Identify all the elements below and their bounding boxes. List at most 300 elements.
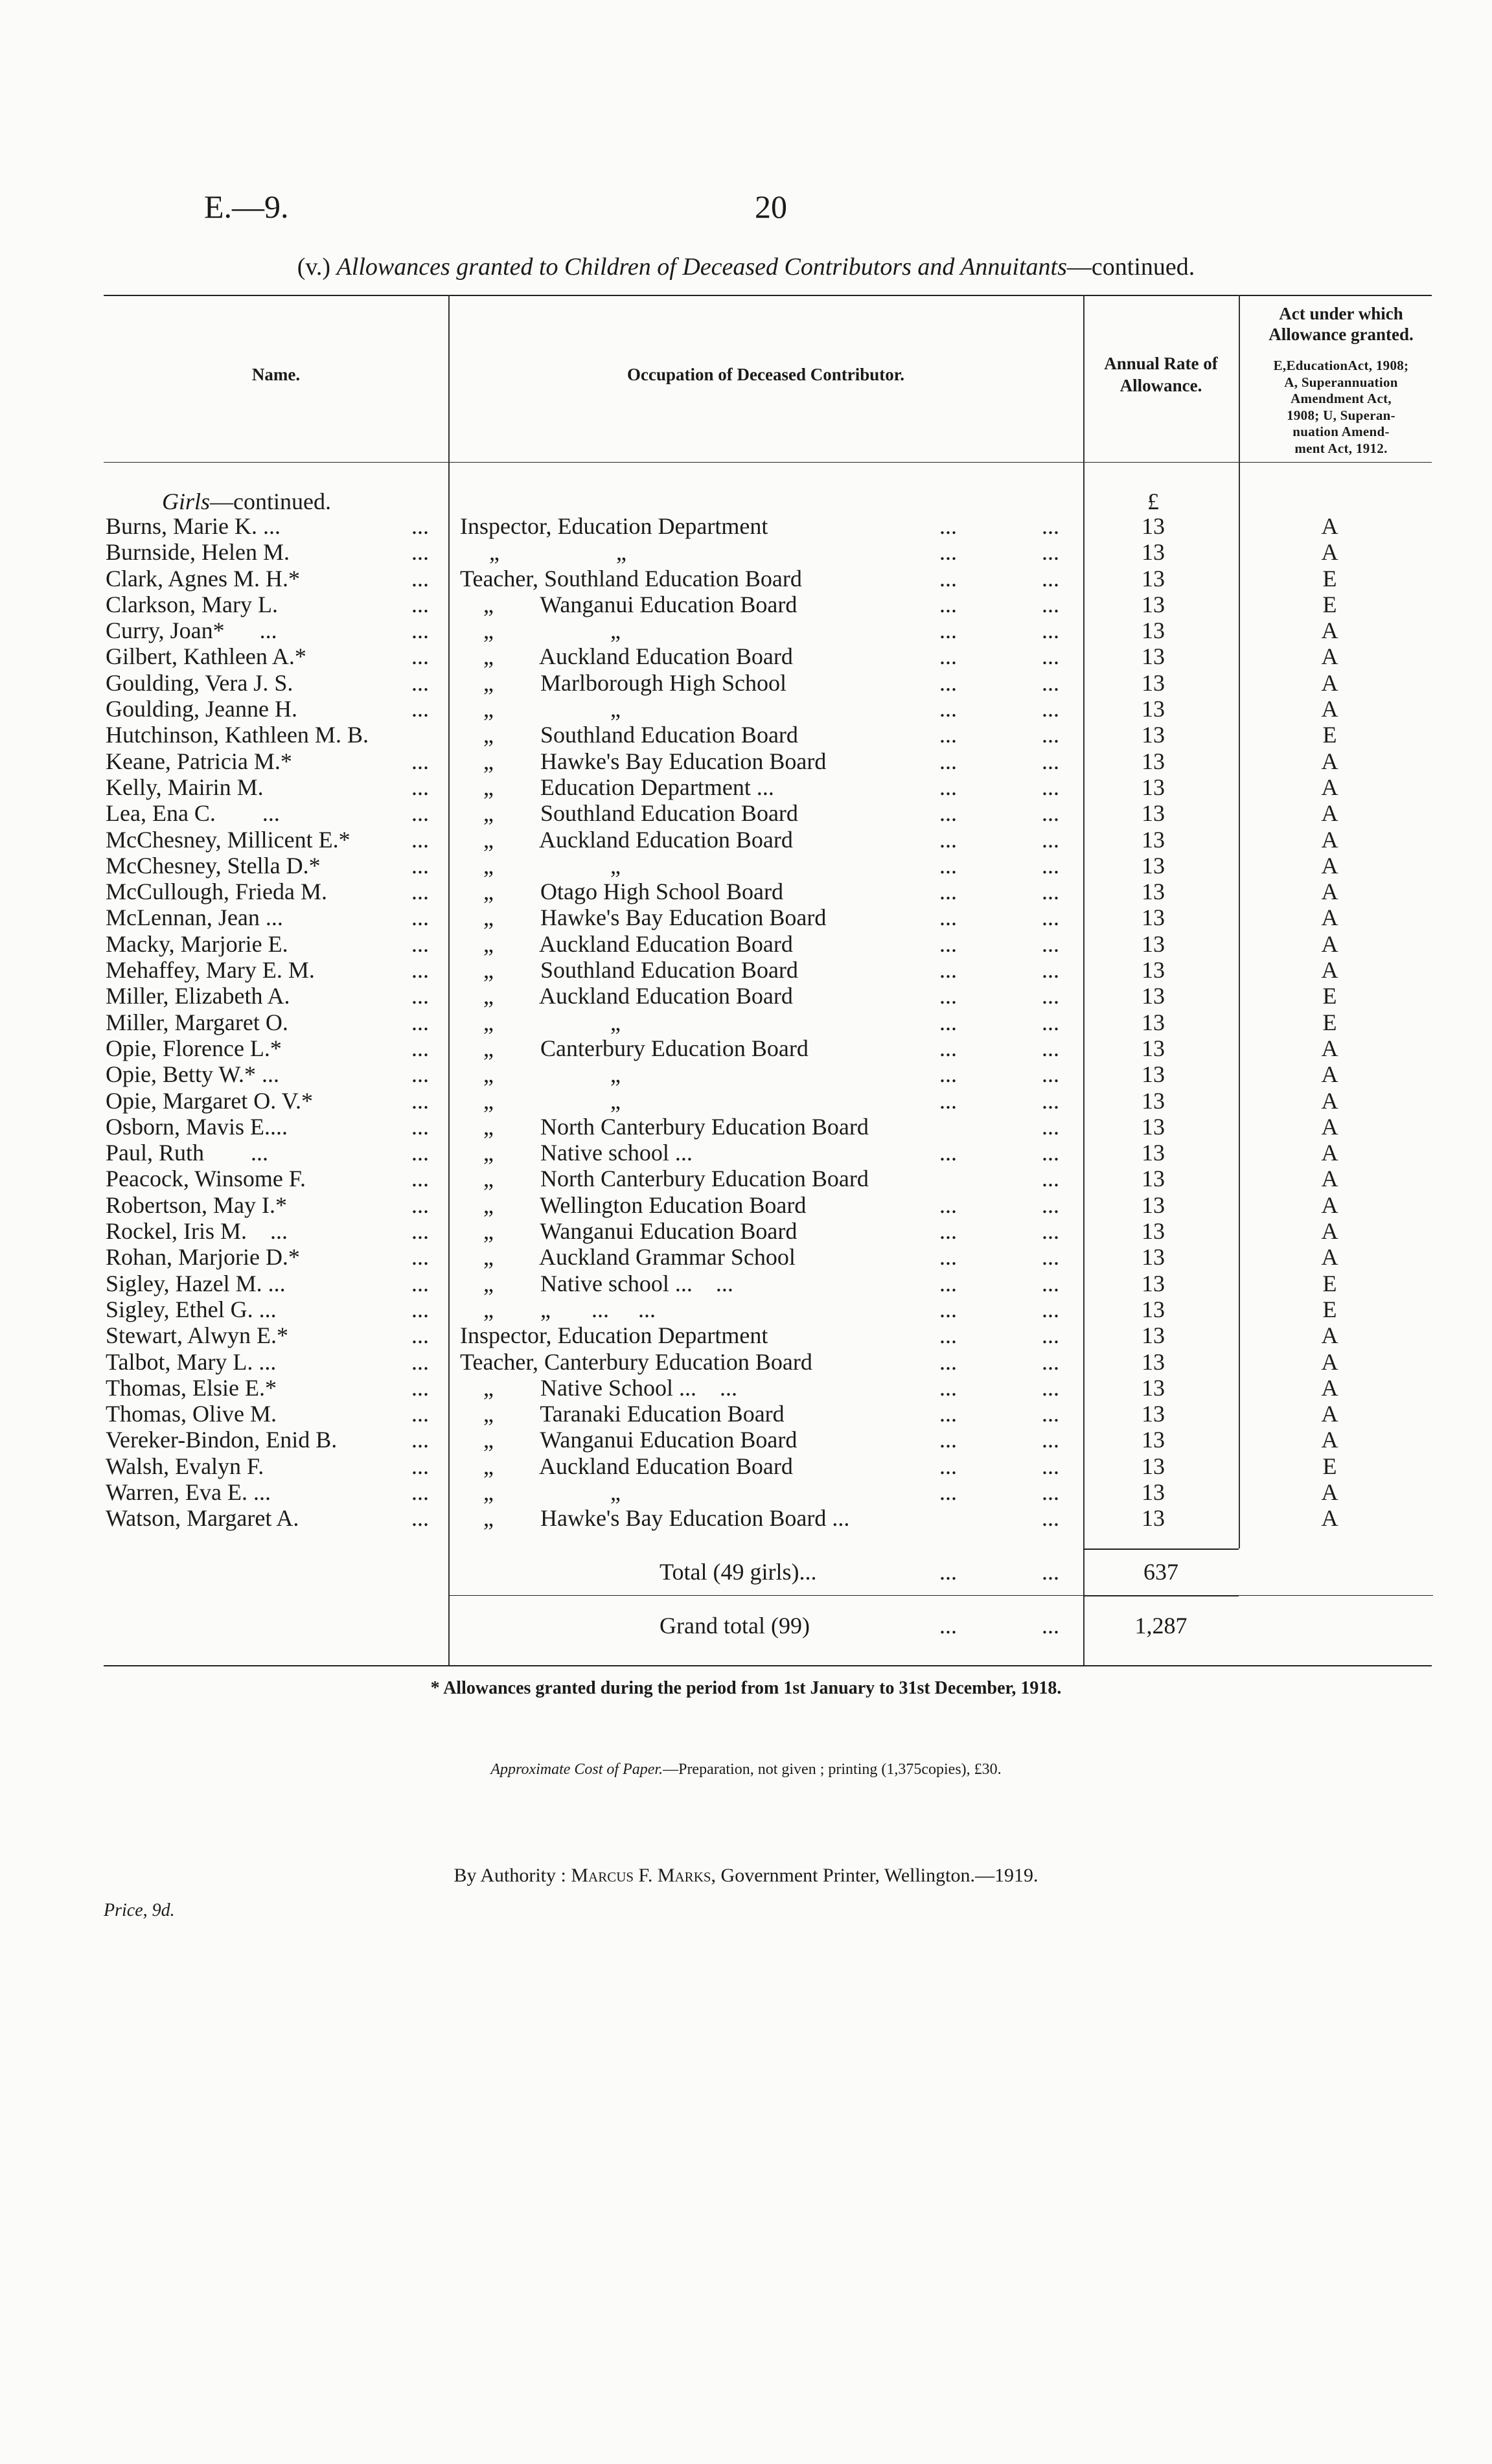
row-leader-dots: ... <box>1042 513 1059 539</box>
row-name: Osborn, Mavis E.... <box>106 1113 288 1140</box>
row-occupation: „ Southland Education Board <box>460 800 798 827</box>
row-name: Macky, Marjorie E. <box>106 930 288 957</box>
document-reference: E.—9. <box>204 189 289 225</box>
row-name: Paul, Ruth ... <box>106 1140 269 1166</box>
table-row <box>0 1244 1492 1270</box>
row-name: Miller, Margaret O. <box>106 1009 288 1035</box>
table-row <box>0 566 1492 592</box>
grand-total-dots: ... <box>939 1613 957 1639</box>
row-leader-dots: ... <box>1042 696 1059 722</box>
section-label: Girls <box>162 489 211 514</box>
row-leader-dots: ... <box>411 1192 429 1218</box>
row-act: E <box>1322 1453 1337 1479</box>
row-leader-dots: ... <box>1042 722 1059 748</box>
row-name: Burns, Marie K. ... <box>106 513 281 539</box>
table-top-rule <box>104 295 1432 296</box>
row-act: A <box>1321 748 1338 774</box>
row-leader-dots: ... <box>939 1296 957 1322</box>
row-occupation: „ Wanganui Education Board <box>460 1218 798 1245</box>
row-act: A <box>1321 800 1338 827</box>
row-rate: 13 <box>1142 1479 1165 1505</box>
row-act: A <box>1321 1140 1338 1166</box>
row-act: E <box>1322 1296 1337 1322</box>
row-leader-dots: ... <box>1042 669 1059 696</box>
act-header-line2: Allowance granted. <box>1268 325 1414 345</box>
table-row <box>0 1271 1492 1296</box>
row-leader-dots: ... <box>939 983 957 1009</box>
row-name: Opie, Betty W.* ... <box>106 1061 279 1088</box>
table-row <box>0 827 1492 853</box>
footnote: * Allowances granted during the period from 1st January to 31st December, 1918. <box>430 1678 1062 1698</box>
row-name: Burnside, Helen M. <box>106 539 290 566</box>
row-leader-dots: ... <box>1042 1244 1059 1271</box>
grand-total-dots2: ... <box>1042 1613 1059 1639</box>
row-name: McChesney, Stella D.* <box>106 852 321 879</box>
row-act: A <box>1321 643 1338 670</box>
row-occupation: „ Native School ... ... <box>460 1374 737 1401</box>
row-rate: 13 <box>1142 1296 1165 1322</box>
row-occupation: „ Auckland Education Board <box>460 1453 793 1479</box>
row-leader-dots: ... <box>411 852 429 879</box>
row-name: Sigley, Hazel M. ... <box>106 1270 286 1296</box>
row-occupation: Inspector, Education Department <box>460 1322 768 1349</box>
row-leader-dots: ... <box>1042 1166 1059 1192</box>
row-leader-dots: ... <box>939 1270 957 1296</box>
table-row <box>0 696 1492 722</box>
table-row <box>0 722 1492 748</box>
row-leader-dots: ... <box>939 1374 957 1401</box>
table-bottom-rule <box>104 1665 1432 1666</box>
page-number: 20 <box>755 189 787 225</box>
row-leader-dots: ... <box>939 1427 957 1453</box>
row-leader-dots: ... <box>411 1218 429 1245</box>
row-act: A <box>1321 852 1338 879</box>
row-name: Watson, Margaret A. <box>106 1505 299 1532</box>
row-occupation: „ Hawke's Bay Education Board <box>460 904 827 931</box>
row-leader-dots: ... <box>1042 1140 1059 1166</box>
row-rate: 13 <box>1142 539 1165 566</box>
row-name: Robertson, May I.* <box>106 1192 287 1218</box>
act-key-line: 1908; U, Superan- <box>1287 407 1395 423</box>
row-leader-dots: ... <box>411 1166 429 1192</box>
row-name: Stewart, Alwyn E.* <box>106 1322 288 1349</box>
row-leader-dots: ... <box>411 1505 429 1532</box>
table-row <box>0 1322 1492 1348</box>
row-leader-dots: ... <box>939 800 957 827</box>
row-rate: 13 <box>1142 1401 1165 1427</box>
table-row <box>0 1035 1492 1061</box>
row-leader-dots: ... <box>411 904 429 931</box>
row-leader-dots: ... <box>1042 852 1059 879</box>
row-rate: 13 <box>1142 1322 1165 1349</box>
row-occupation: „ „ <box>460 1009 621 1035</box>
row-leader-dots: ... <box>411 1113 429 1140</box>
row-leader-dots: ... <box>411 696 429 722</box>
row-leader-dots: ... <box>411 930 429 957</box>
row-leader-dots: ... <box>939 539 957 566</box>
table-row <box>0 1009 1492 1035</box>
row-leader-dots: ... <box>1042 1427 1059 1453</box>
table-row <box>0 748 1492 774</box>
table-row <box>0 513 1492 539</box>
grand-total-value: 1,287 <box>1134 1613 1188 1639</box>
row-occupation: „ Auckland Education Board <box>460 930 793 957</box>
row-leader-dots: ... <box>939 1218 957 1245</box>
row-leader-dots: ... <box>1042 565 1059 592</box>
row-name: Keane, Patricia M.* <box>106 748 292 774</box>
row-occupation: „ Native school ... ... <box>460 1270 733 1296</box>
row-act: A <box>1321 669 1338 696</box>
row-leader-dots: ... <box>411 565 429 592</box>
row-act: E <box>1322 983 1337 1009</box>
row-occupation: „ Hawke's Bay Education Board ... <box>460 1505 850 1532</box>
row-act: E <box>1322 565 1337 592</box>
allowance-rows <box>0 513 1492 1532</box>
row-leader-dots: ... <box>411 1035 429 1061</box>
girls-total-value: 637 <box>1143 1559 1178 1585</box>
row-name: Thomas, Elsie E.* <box>106 1374 277 1401</box>
row-rate: 13 <box>1142 1453 1165 1479</box>
row-leader-dots: ... <box>411 591 429 617</box>
row-occupation: „ Taranaki Education Board <box>460 1401 785 1427</box>
row-rate: 13 <box>1142 1348 1165 1375</box>
row-leader-dots: ... <box>411 879 429 905</box>
row-rate: 13 <box>1142 591 1165 617</box>
table-row <box>0 983 1492 1009</box>
table-row <box>0 1192 1492 1218</box>
row-leader-dots: ... <box>1042 1401 1059 1427</box>
row-name: Walsh, Evalyn F. <box>106 1453 264 1479</box>
row-leader-dots: ... <box>1042 879 1059 905</box>
row-leader-dots: ... <box>1042 774 1059 800</box>
row-act: E <box>1322 591 1337 617</box>
row-act: A <box>1321 1479 1338 1505</box>
table-row <box>0 879 1492 904</box>
row-occupation: „ Marlborough High School <box>460 669 786 696</box>
row-name: Gilbert, Kathleen A.* <box>106 643 306 670</box>
row-rate: 13 <box>1142 748 1165 774</box>
row-rate: 13 <box>1142 957 1165 984</box>
row-leader-dots: ... <box>1042 1270 1059 1296</box>
girls-total-label: Total (49 girls)... <box>660 1559 817 1585</box>
row-leader-dots: ... <box>411 1270 429 1296</box>
row-act: A <box>1321 1113 1338 1140</box>
row-act: A <box>1321 696 1338 722</box>
authority-suffix: , Government Printer, Wellington.—1919. <box>711 1865 1039 1886</box>
row-rate: 13 <box>1142 1061 1165 1088</box>
row-act: A <box>1321 774 1338 800</box>
row-leader-dots: ... <box>1042 1035 1059 1061</box>
row-leader-dots: ... <box>1042 1296 1059 1322</box>
currency-symbol: £ <box>1147 489 1159 514</box>
row-leader-dots: ... <box>411 1348 429 1375</box>
row-leader-dots: ... <box>939 1061 957 1088</box>
table-row <box>0 931 1492 957</box>
caption-suffix: —continued. <box>1066 253 1195 281</box>
row-leader-dots: ... <box>939 1192 957 1218</box>
table-row <box>0 643 1492 669</box>
row-act: A <box>1321 1374 1338 1401</box>
row-leader-dots: ... <box>411 643 429 670</box>
row-name: McChesney, Millicent E.* <box>106 826 350 853</box>
girls-total-dots: ... <box>939 1559 957 1585</box>
row-rate: 13 <box>1142 1505 1165 1532</box>
row-leader-dots: ... <box>411 1061 429 1088</box>
row-leader-dots: ... <box>411 1009 429 1035</box>
row-name: Rockel, Iris M. ... <box>106 1218 288 1245</box>
row-leader-dots: ... <box>1042 1113 1059 1140</box>
table-row <box>0 1453 1492 1479</box>
row-rate: 13 <box>1142 983 1165 1009</box>
row-occupation: „ Auckland Education Board <box>460 643 793 670</box>
row-occupation: „ Education Department ... <box>460 774 774 800</box>
row-name: Goulding, Jeanne H. <box>106 696 297 722</box>
row-name: Hutchinson, Kathleen M. B. <box>106 722 369 748</box>
table-row <box>0 592 1492 617</box>
row-leader-dots: ... <box>939 774 957 800</box>
row-name: McLennan, Jean ... <box>106 904 283 931</box>
row-leader-dots: ... <box>1042 904 1059 931</box>
table-row <box>0 774 1492 800</box>
row-occupation: „ Auckland Education Board <box>460 983 793 1009</box>
row-occupation: „ Hawke's Bay Education Board <box>460 748 827 774</box>
row-act: A <box>1321 1166 1338 1192</box>
row-leader-dots: ... <box>939 1009 957 1035</box>
row-leader-dots: ... <box>411 1296 429 1322</box>
table-row <box>0 1296 1492 1322</box>
row-rate: 13 <box>1142 1166 1165 1192</box>
row-leader-dots: ... <box>939 1322 957 1349</box>
row-name: Miller, Elizabeth A. <box>106 983 290 1009</box>
row-occupation: „ Auckland Education Board <box>460 826 793 853</box>
row-leader-dots: ... <box>939 617 957 644</box>
row-leader-dots: ... <box>1042 1061 1059 1088</box>
row-act: A <box>1321 1322 1338 1349</box>
row-act: A <box>1321 826 1338 853</box>
column-header-act <box>1244 303 1438 345</box>
row-name: Curry, Joan* ... <box>106 617 277 644</box>
row-rate: 13 <box>1142 852 1165 879</box>
authority-prefix: By Authority : <box>453 1865 566 1886</box>
row-rate: 13 <box>1142 565 1165 592</box>
row-occupation: Teacher, Canterbury Education Board <box>460 1348 812 1375</box>
row-leader-dots: ... <box>939 1348 957 1375</box>
row-leader-dots: ... <box>939 748 957 774</box>
row-name: Kelly, Mairin M. <box>106 774 264 800</box>
row-act: A <box>1321 513 1338 539</box>
row-leader-dots: ... <box>939 1401 957 1427</box>
table-row <box>0 1088 1492 1114</box>
row-act: A <box>1321 957 1338 984</box>
row-leader-dots: ... <box>1042 1192 1059 1218</box>
row-act: A <box>1321 1087 1338 1114</box>
rate-header-line2: Allowance. <box>1119 375 1202 395</box>
row-occupation: „ North Canterbury Education Board <box>460 1166 869 1192</box>
row-occupation: Inspector, Education Department <box>460 513 768 539</box>
row-occupation: „ Wanganui Education Board <box>460 1427 798 1453</box>
row-occupation: „ Southland Education Board <box>460 957 798 984</box>
row-name: Talbot, Mary L. ... <box>106 1348 277 1375</box>
row-occupation: Teacher, Southland Education Board <box>460 565 802 592</box>
row-rate: 13 <box>1142 800 1165 827</box>
row-leader-dots: ... <box>939 852 957 879</box>
row-occupation: „ Auckland Grammar School <box>460 1244 796 1271</box>
row-act: A <box>1321 539 1338 566</box>
row-rate: 13 <box>1142 669 1165 696</box>
row-leader-dots: ... <box>1042 617 1059 644</box>
row-name: Goulding, Vera J. S. <box>106 669 293 696</box>
row-rate: 13 <box>1142 879 1165 905</box>
row-leader-dots: ... <box>411 748 429 774</box>
section-heading <box>162 488 331 515</box>
table-row <box>0 904 1492 930</box>
row-rate: 13 <box>1142 826 1165 853</box>
row-occupation: „ „ <box>460 1061 621 1088</box>
table-row <box>0 1479 1492 1505</box>
table-row <box>0 1140 1492 1166</box>
row-leader-dots: ... <box>1042 591 1059 617</box>
row-occupation: „ Wanganui Education Board <box>460 591 798 617</box>
row-rate: 13 <box>1142 1218 1165 1245</box>
row-act: A <box>1321 879 1338 905</box>
row-leader-dots: ... <box>411 800 429 827</box>
row-act: A <box>1321 1505 1338 1532</box>
row-leader-dots: ... <box>939 565 957 592</box>
table-row <box>0 617 1492 643</box>
row-leader-dots: ... <box>939 957 957 984</box>
column-header-rate <box>1083 353 1239 397</box>
row-rate: 13 <box>1142 904 1165 931</box>
table-row <box>0 957 1492 983</box>
row-leader-dots: ... <box>939 1140 957 1166</box>
act-key-legend <box>1241 358 1441 457</box>
row-name: Thomas, Olive M. <box>106 1401 277 1427</box>
act-key-line: E,EducationAct, 1908; <box>1273 358 1409 373</box>
row-leader-dots: ... <box>939 1453 957 1479</box>
table-row <box>0 1505 1492 1531</box>
cost-text: —Preparation, not given ; printing (1,375copies), £30. <box>663 1761 1002 1778</box>
caption-title: Allowances granted to Children of Deceased Contributors and Annuitants <box>336 253 1067 281</box>
table-row <box>0 800 1492 826</box>
row-leader-dots: ... <box>939 879 957 905</box>
row-leader-dots: ... <box>939 904 957 931</box>
price-note: Price, 9d. <box>104 1900 175 1920</box>
row-occupation: „ Otago High School Board <box>460 879 783 905</box>
row-leader-dots: ... <box>1042 1322 1059 1349</box>
row-leader-dots: ... <box>411 617 429 644</box>
row-rate: 13 <box>1142 1035 1165 1061</box>
row-leader-dots: ... <box>411 1401 429 1427</box>
row-name: Clarkson, Mary L. <box>106 591 278 617</box>
row-leader-dots: ... <box>411 1453 429 1479</box>
table-row <box>0 1061 1492 1087</box>
row-leader-dots: ... <box>939 930 957 957</box>
row-leader-dots: ... <box>411 983 429 1009</box>
row-leader-dots: ... <box>411 1427 429 1453</box>
row-occupation: „ „ <box>460 696 621 722</box>
table-row <box>0 1349 1492 1375</box>
row-rate: 13 <box>1142 1374 1165 1401</box>
row-occupation: „ North Canterbury Education Board <box>460 1113 869 1140</box>
row-act: E <box>1322 1270 1337 1296</box>
cost-label: Approximate Cost of Paper. <box>490 1761 663 1778</box>
row-leader-dots: ... <box>939 826 957 853</box>
row-rate: 13 <box>1142 1244 1165 1271</box>
row-occupation: „ „ <box>460 617 621 644</box>
row-leader-dots: ... <box>939 669 957 696</box>
row-occupation: „ Native school ... <box>460 1140 693 1166</box>
row-leader-dots: ... <box>939 1479 957 1505</box>
table-row <box>0 670 1492 696</box>
row-rate: 13 <box>1142 696 1165 722</box>
row-rate: 13 <box>1142 1192 1165 1218</box>
row-name: Sigley, Ethel G. ... <box>106 1296 277 1322</box>
printer-imprint <box>0 1865 1492 1887</box>
row-rate: 13 <box>1142 643 1165 670</box>
row-occupation: „ Southland Education Board <box>460 722 798 748</box>
table-row <box>0 1401 1492 1427</box>
total-top-rule <box>1083 1549 1239 1550</box>
row-leader-dots: ... <box>411 957 429 984</box>
row-act: A <box>1321 930 1338 957</box>
row-act: A <box>1321 617 1338 644</box>
row-rate: 13 <box>1142 722 1165 748</box>
row-leader-dots: ... <box>411 1374 429 1401</box>
table-row <box>0 1166 1492 1192</box>
row-name: Lea, Ena C. ... <box>106 800 280 827</box>
row-occupation: „ „ <box>460 1087 621 1114</box>
row-name: Warren, Eva E. ... <box>106 1479 271 1505</box>
row-name: Clark, Agnes M. H.* <box>106 565 300 592</box>
column-header-occupation: Occupation of Deceased Contributor. <box>627 365 904 384</box>
row-leader-dots: ... <box>1042 826 1059 853</box>
row-name: Peacock, Winsome F. <box>106 1166 306 1192</box>
row-leader-dots: ... <box>939 513 957 539</box>
row-act: E <box>1322 722 1337 748</box>
section-suffix: —continued. <box>210 489 331 514</box>
row-occupation: „ Canterbury Education Board <box>460 1035 809 1061</box>
act-key-line: ment Act, 1912. <box>1294 441 1388 457</box>
row-leader-dots: ... <box>939 1035 957 1061</box>
row-act: A <box>1321 1061 1338 1088</box>
row-leader-dots: ... <box>411 1140 429 1166</box>
row-leader-dots: ... <box>1042 643 1059 670</box>
girls-total-dots2: ... <box>1042 1559 1059 1585</box>
row-act: A <box>1321 1218 1338 1245</box>
act-key-line: A, Superannuation <box>1284 374 1398 390</box>
row-act: A <box>1321 1244 1338 1271</box>
table-caption <box>0 253 1492 281</box>
row-leader-dots: ... <box>1042 957 1059 984</box>
caption-number: (v.) <box>297 253 331 281</box>
row-leader-dots: ... <box>1042 1009 1059 1035</box>
row-name: Rohan, Marjorie D.* <box>106 1244 300 1271</box>
row-occupation: „ „ <box>460 852 621 879</box>
row-leader-dots: ... <box>1042 748 1059 774</box>
row-leader-dots: ... <box>411 1087 429 1114</box>
act-key-line: Amendment Act, <box>1291 391 1392 407</box>
row-rate: 13 <box>1142 1140 1165 1166</box>
row-leader-dots: ... <box>939 1244 957 1271</box>
totals-divider-rule <box>448 1595 1433 1596</box>
printer-name: Marcus F. Marks <box>571 1865 711 1886</box>
row-leader-dots: ... <box>1042 1348 1059 1375</box>
row-rate: 13 <box>1142 513 1165 539</box>
act-key-line: nuation Amend- <box>1292 424 1390 440</box>
row-leader-dots: ... <box>939 643 957 670</box>
row-rate: 13 <box>1142 774 1165 800</box>
row-act: A <box>1321 1035 1338 1061</box>
